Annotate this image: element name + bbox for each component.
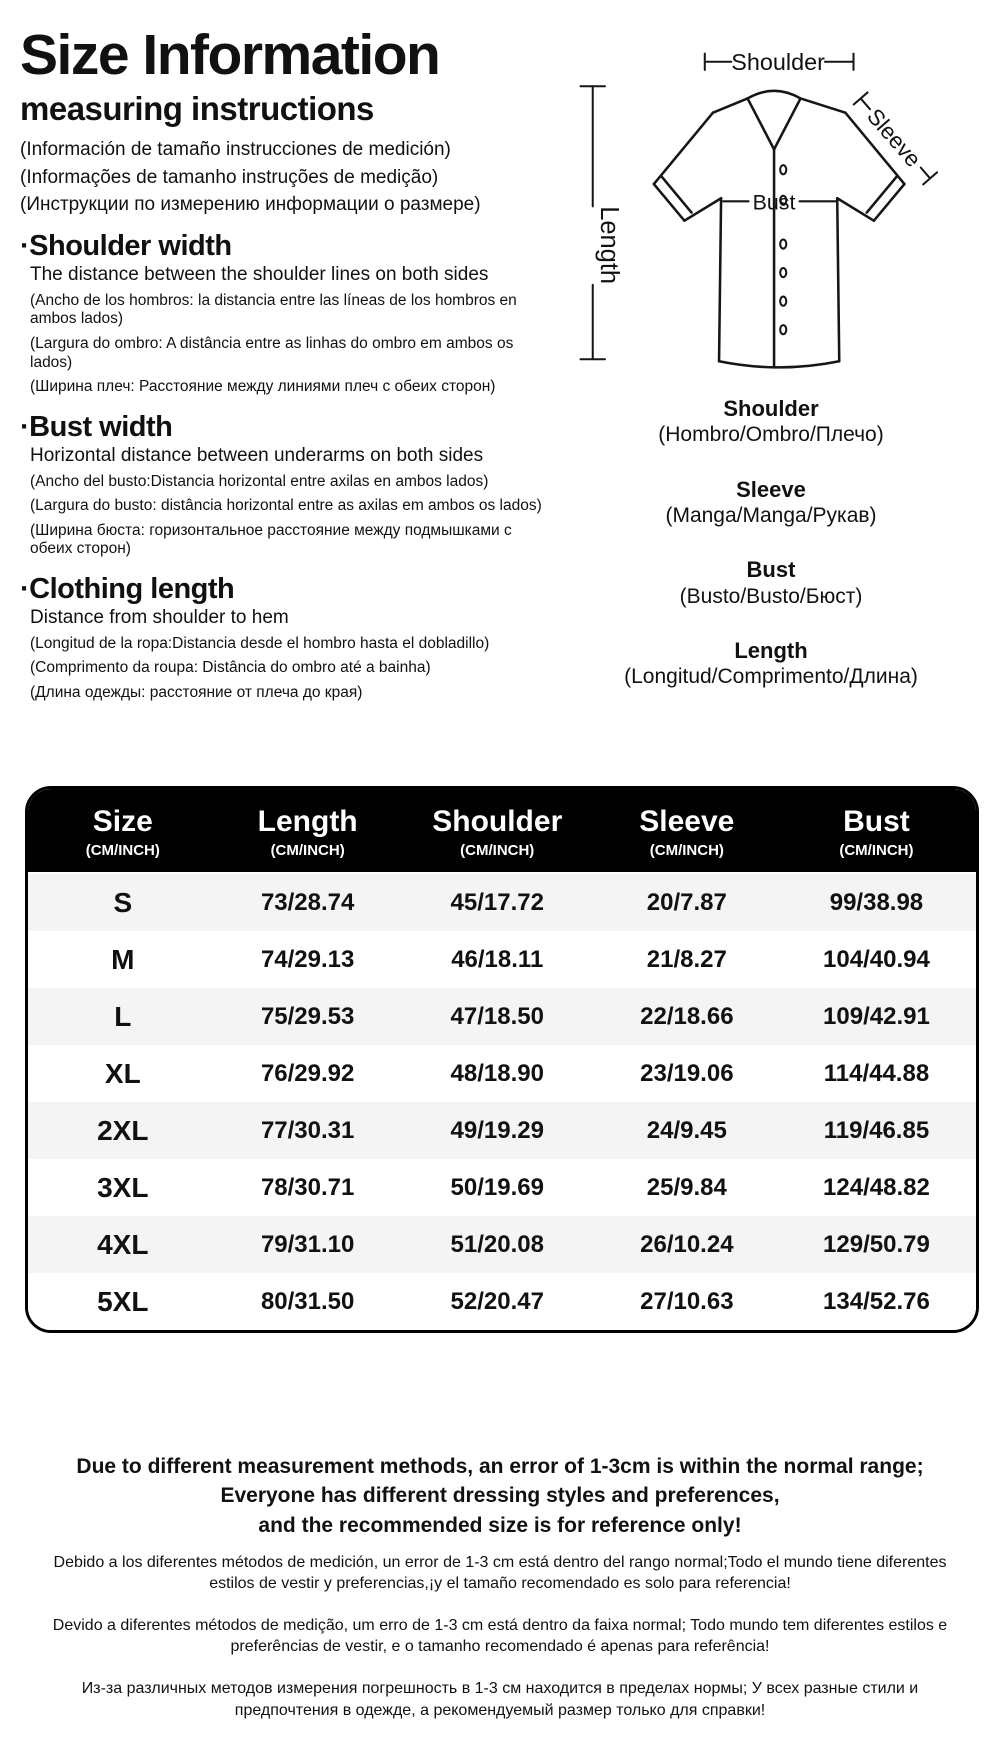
title-translations xyxy=(20,138,550,217)
size-cell: XL xyxy=(104,1057,141,1089)
disclaimer-translation: Debido a los diferentes métodos de medición, un error de 1-3 cm está dentro del rango normal;Todo el mundo tiene diferentes estilos de vestir y preferencias,¡y el tamaño recomendado es solo para referencia! xyxy=(53,1554,947,1593)
table-row xyxy=(28,1045,976,1102)
size-cell: 2XL xyxy=(97,1114,149,1146)
length-diagram-label: Length xyxy=(594,206,623,285)
table-header-cell xyxy=(777,789,976,874)
table-row xyxy=(28,1216,976,1273)
value-cell: 23/19.06 xyxy=(640,1059,734,1087)
table-row xyxy=(28,1102,976,1159)
shoulder-measure xyxy=(705,49,854,75)
value-cell: 109/42.91 xyxy=(823,1002,930,1030)
size-table xyxy=(25,786,979,1333)
section-title: ·Bust width xyxy=(20,410,173,443)
bust-measure xyxy=(723,190,837,214)
page-title: Size Information xyxy=(20,23,440,87)
shirt-diagram-svg xyxy=(552,34,990,388)
column-label: Bust xyxy=(843,805,910,838)
legend-name: Length xyxy=(734,637,808,663)
legend-name: Sleeve xyxy=(736,476,806,502)
section-description: Distance from shoulder to hem xyxy=(30,606,289,628)
value-cell: 73/28.74 xyxy=(260,888,355,916)
section-translation: (Ширина плеч: Расстояние между линиями плеч с обеих сторон) xyxy=(30,378,496,396)
disclaimer-translation: Из-за различных методов измерения погрешность в 1-3 см находится в пределах нормы; У всех разные стили и предпочтения в одежде, а рекомендуемый размер только для справки! xyxy=(81,1680,919,1719)
size-cell: 3XL xyxy=(97,1171,149,1203)
section-translation: (Largura do ombro: A distância entre as linhas do ombro em ambos os lados) xyxy=(30,334,514,371)
table-header-cell xyxy=(28,789,218,874)
value-cell: 79/31.10 xyxy=(260,1230,355,1258)
section-translation: (Длина одежды: расстояние от плеча до края) xyxy=(30,683,363,701)
section-translations xyxy=(20,292,548,397)
section-translation: (Ancho del busto:Distancia horizontal entre axilas en ambos lados) xyxy=(30,472,489,490)
legend-item xyxy=(552,396,990,449)
section-translation: (Ширина бюста: горизонтальное расстояние между подмышками с обеих сторон) xyxy=(30,521,512,558)
value-cell: 134/52.76 xyxy=(823,1287,930,1315)
disclaimer-line: and the recommended size is for reference only! xyxy=(258,1513,742,1537)
value-cell: 20/7.87 xyxy=(646,888,727,916)
value-cell: 24/9.45 xyxy=(646,1116,727,1144)
value-cell: 27/10.63 xyxy=(640,1287,734,1315)
measure-section xyxy=(20,573,548,703)
table-body xyxy=(28,874,976,1330)
table-header-cell xyxy=(398,789,597,874)
title-translation: (Инструкции по измерению информации о размере) xyxy=(20,194,481,216)
value-cell: 25/9.84 xyxy=(646,1173,727,1201)
legend-item xyxy=(552,477,990,530)
column-label: Shoulder xyxy=(432,805,563,838)
table-header-cell xyxy=(218,789,398,874)
section-translation: (Largura do busto: distância horizontal entre as axilas em ambos os lados) xyxy=(30,497,542,515)
column-label: Size xyxy=(92,805,153,838)
column-unit: (CM/INCH) xyxy=(85,842,160,859)
section-title: ·Clothing length xyxy=(20,572,235,605)
legend-translation: (Longitud/Comprimento/Длина) xyxy=(624,665,918,689)
disclaimer-english xyxy=(0,1452,1000,1540)
sleeve-diagram-label: Sleeve xyxy=(862,103,926,172)
value-cell: 99/38.98 xyxy=(829,888,924,916)
value-cell: 129/50.79 xyxy=(823,1230,930,1258)
value-cell: 21/8.27 xyxy=(646,945,727,973)
section-description: The distance between the shoulder lines on both sides xyxy=(30,264,489,285)
length-measure xyxy=(581,86,623,359)
shirt-outline xyxy=(654,91,905,368)
table-row xyxy=(28,874,976,931)
value-cell: 47/18.50 xyxy=(450,1002,544,1030)
disclaimer-line: Everyone has different dressing styles and preferences, xyxy=(220,1484,780,1508)
bust-diagram-label: Bust xyxy=(752,190,796,215)
section-title: ·Shoulder width xyxy=(20,230,232,262)
value-cell: 77/30.31 xyxy=(260,1116,355,1144)
section-translations xyxy=(20,473,548,559)
section-translation: (Longitud de la ropa:Distancia desde el hombro hasta el dobladillo) xyxy=(30,634,490,652)
value-cell: 52/20.47 xyxy=(450,1287,544,1315)
legend-name: Bust xyxy=(746,557,796,583)
disclaimer-translation: Devido a diferentes métodos de medição, um erro de 1-3 cm está dentro da faixa normal; Todo mundo tem diferentes estilos e preferências de vestir, e o tamanho recomendado é apenas para referência! xyxy=(52,1617,948,1656)
size-cell: M xyxy=(111,943,135,975)
value-cell: 80/31.50 xyxy=(260,1287,355,1315)
column-label: Sleeve xyxy=(639,805,735,838)
table-row xyxy=(28,931,976,988)
size-cell: L xyxy=(114,1000,132,1032)
table-row xyxy=(28,1159,976,1216)
table-header-cell xyxy=(597,789,777,874)
table-row xyxy=(28,1273,976,1330)
measure-section xyxy=(20,411,548,559)
value-cell: 51/20.08 xyxy=(450,1230,544,1258)
section-translations xyxy=(20,635,548,703)
title-block xyxy=(20,23,550,221)
shirt-diagram xyxy=(552,34,990,388)
value-cell: 104/40.94 xyxy=(823,945,930,973)
value-cell: 119/46.85 xyxy=(823,1116,930,1144)
table-row xyxy=(28,988,976,1045)
value-cell: 76/29.92 xyxy=(260,1059,355,1087)
size-cell: 4XL xyxy=(97,1228,149,1260)
disclaimer-translations xyxy=(38,1552,962,1737)
legend-translation: (Busto/Busto/Бюст) xyxy=(679,584,863,608)
value-cell: 26/10.24 xyxy=(640,1230,734,1258)
column-unit: (CM/INCH) xyxy=(270,842,345,859)
section-translation: (Comprimento da roupa: Distância do ombro até a bainha) xyxy=(30,659,431,677)
legend-translation: (Manga/Manga/Рукав) xyxy=(665,504,877,528)
page-subtitle: measuring instructions xyxy=(20,89,374,127)
value-cell: 45/17.72 xyxy=(450,888,544,916)
value-cell: 78/30.71 xyxy=(260,1173,355,1201)
value-cell: 75/29.53 xyxy=(260,1002,355,1030)
column-label: Length xyxy=(257,805,358,838)
shoulder-diagram-label: Shoulder xyxy=(731,48,825,75)
diagram-legend xyxy=(552,396,990,719)
value-cell: 50/19.69 xyxy=(450,1173,544,1201)
disclaimer-line: Due to different measurement methods, an error of 1-3cm is within the normal range; xyxy=(76,1455,924,1478)
column-unit: (CM/INCH) xyxy=(460,842,535,859)
title-translation: (Información de tamaño instrucciones de medición) xyxy=(20,138,451,160)
column-unit: (CM/INCH) xyxy=(649,842,724,859)
section-translation: (Ancho de los hombros: la distancia entre las líneas de los hombros en ambos lados) xyxy=(30,291,517,328)
value-cell: 22/18.66 xyxy=(640,1002,734,1030)
section-description: Horizontal distance between underarms on both sides xyxy=(30,444,484,466)
legend-item xyxy=(552,638,990,691)
value-cell: 124/48.82 xyxy=(823,1173,930,1201)
table-header-row xyxy=(28,789,976,874)
size-cell: S xyxy=(113,886,133,918)
value-cell: 74/29.13 xyxy=(260,945,355,973)
value-cell: 48/18.90 xyxy=(450,1059,544,1087)
title-translation: (Informações de tamanho instruções de medição) xyxy=(20,166,439,188)
measure-sections xyxy=(20,230,548,717)
size-cell: 5XL xyxy=(97,1285,149,1317)
value-cell: 49/19.29 xyxy=(450,1116,544,1144)
legend-item xyxy=(552,557,990,610)
measure-section xyxy=(20,230,548,397)
value-cell: 46/18.11 xyxy=(451,945,544,973)
column-unit: (CM/INCH) xyxy=(839,842,914,859)
legend-name: Shoulder xyxy=(723,396,819,421)
value-cell: 114/44.88 xyxy=(823,1059,930,1087)
legend-translation: (Hombro/Ombro/Плечо) xyxy=(658,423,884,447)
